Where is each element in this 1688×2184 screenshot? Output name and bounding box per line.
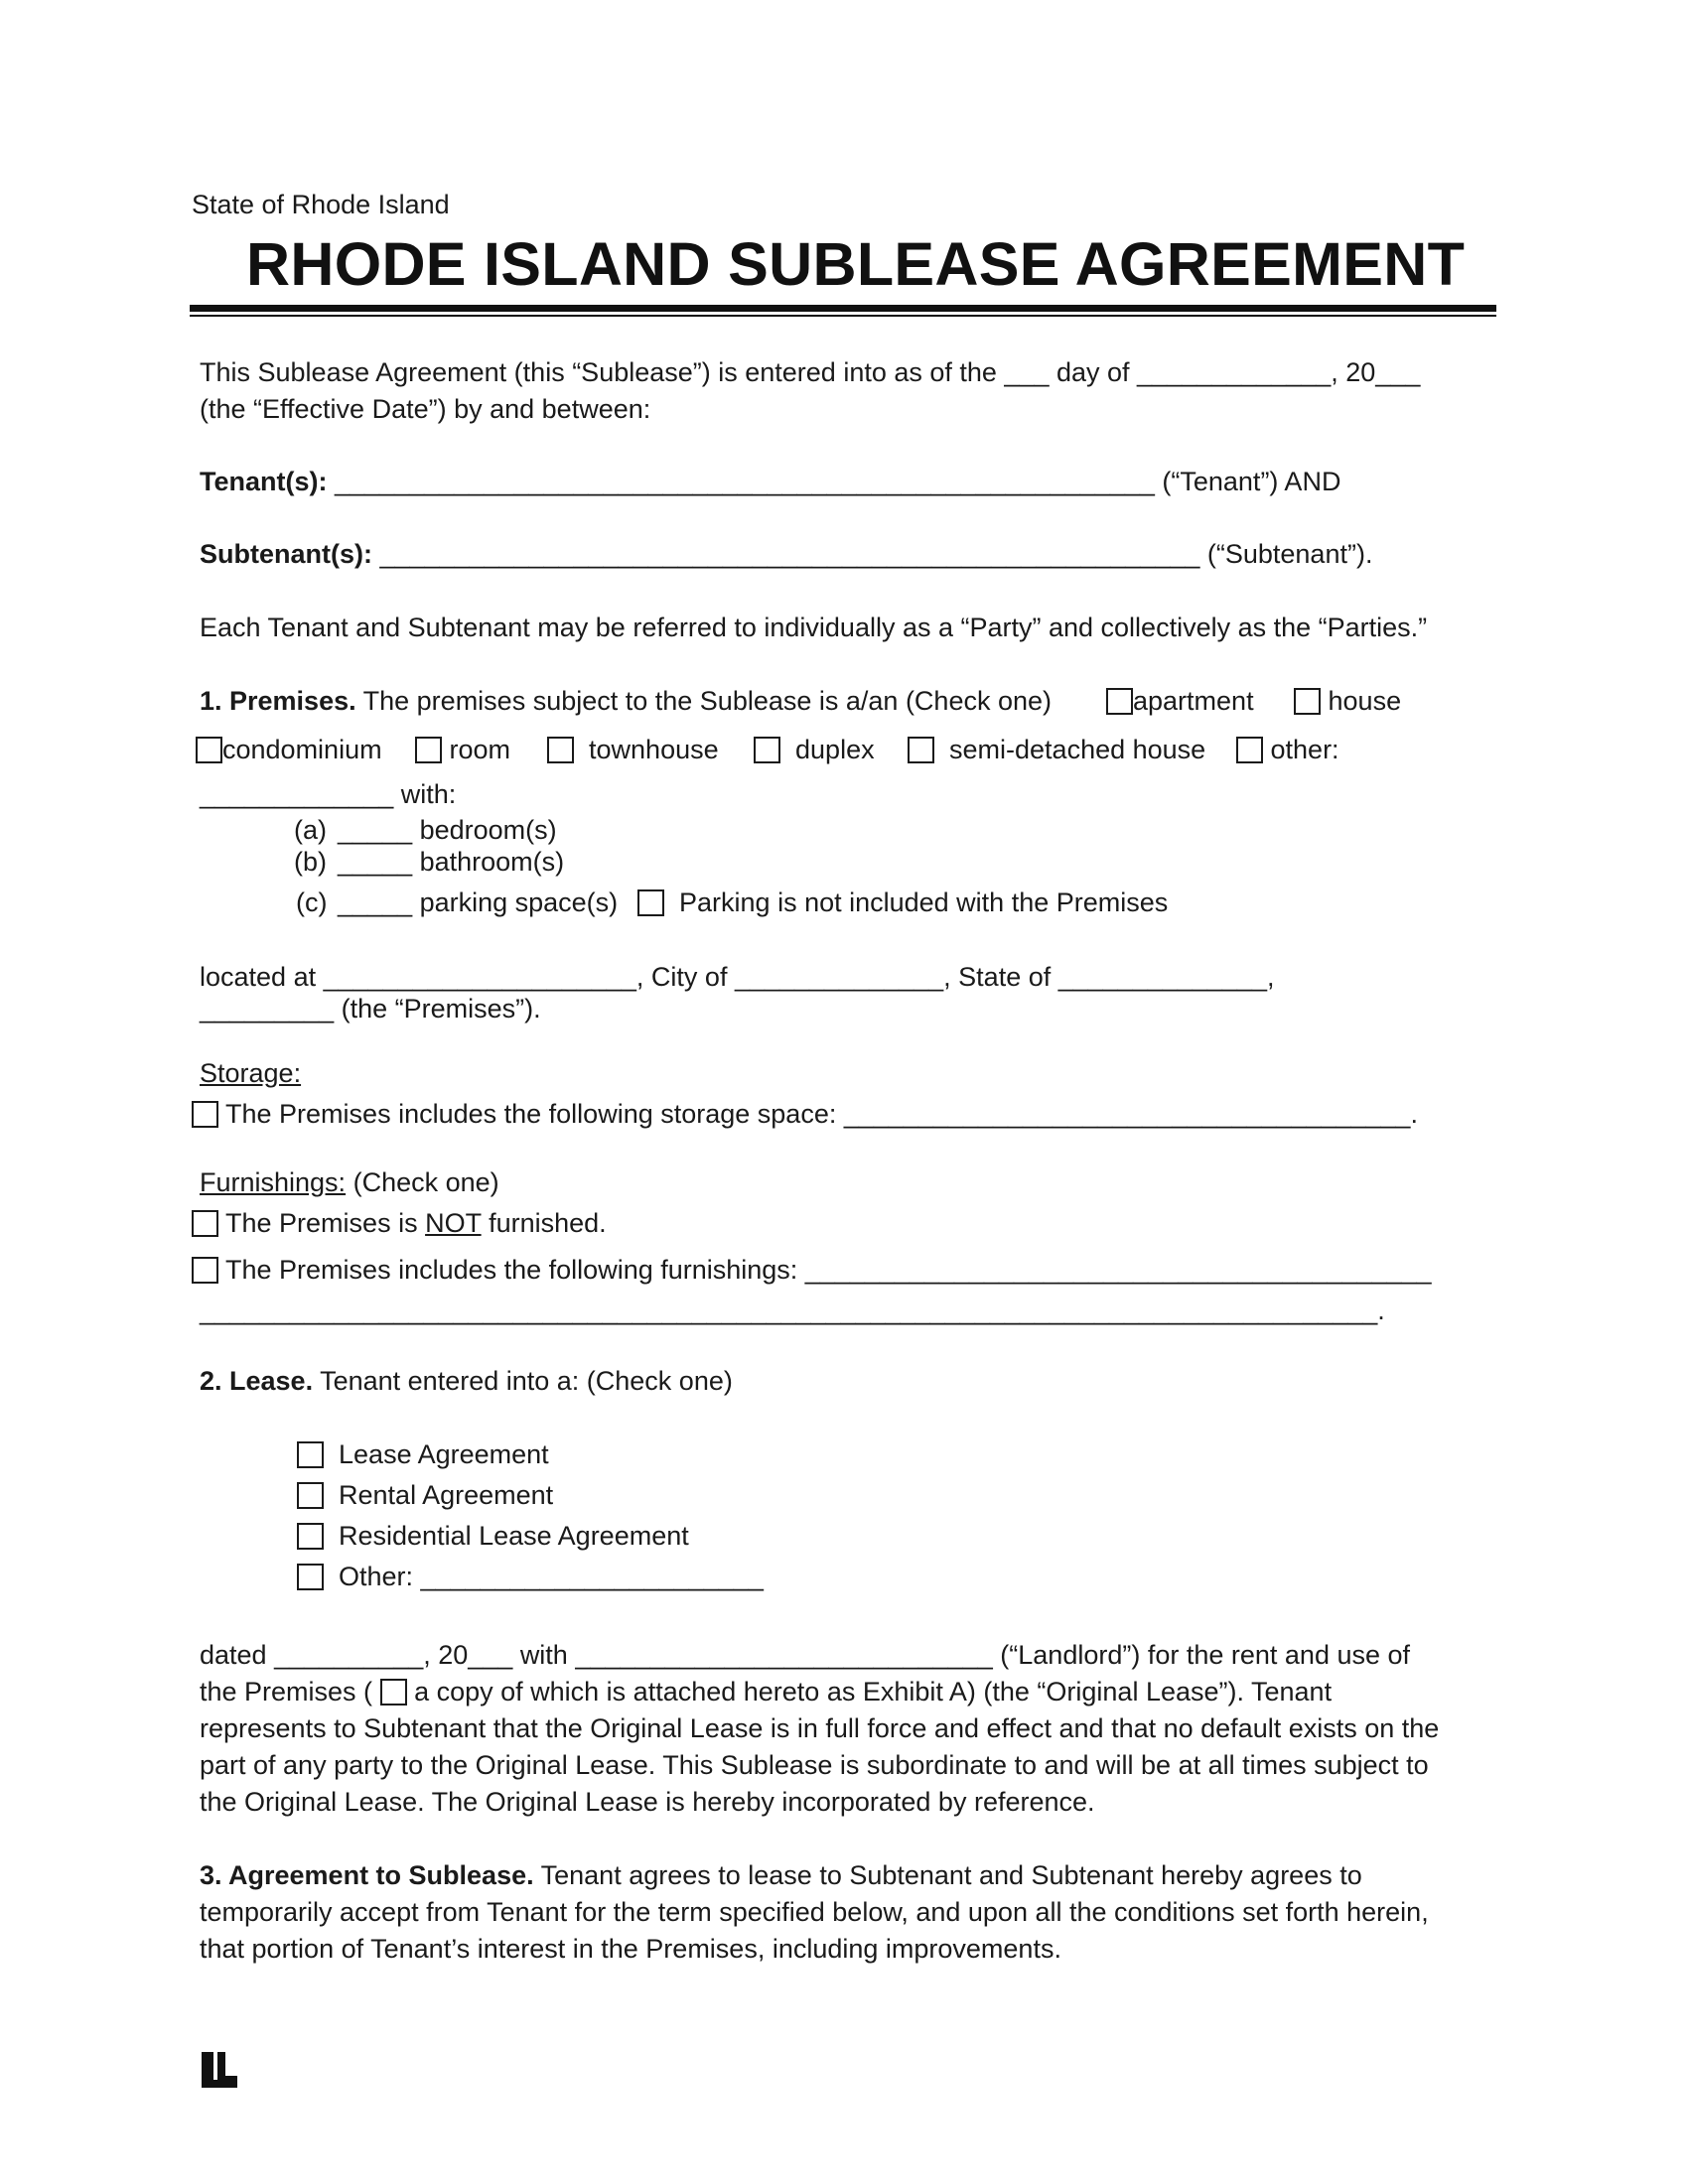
lease-option-lease-agreement[interactable] — [297, 1436, 549, 1473]
lease-premises-line: the Premises ( a copy of which is attached hereto as Exhibit A) (the “Original Lease”). Tenant — [200, 1677, 1333, 1706]
location-line-1[interactable]: located at _____________________, City of ______________, State of ______________, — [200, 962, 1275, 992]
lease-dated-line[interactable]: dated __________, 20___ with ____________________________ (“Landlord”) for the rent and use of — [200, 1640, 1411, 1670]
furnishings-option[interactable] — [192, 1252, 1431, 1289]
room-checkbox[interactable] — [415, 737, 442, 763]
apartment-checkbox[interactable] — [1106, 688, 1133, 715]
semi-detached-checkbox[interactable] — [908, 737, 934, 763]
townhouse-label: townhouse — [589, 735, 719, 764]
condominium-label: condominium — [222, 735, 382, 764]
rental-agreement-checkbox[interactable] — [297, 1482, 324, 1509]
lease-rep-line-2: part of any party to the Original Lease. This Sublease is subordinate to and will be at all times subject to — [200, 1750, 1429, 1780]
lease-other-label: Other: _______________________ — [339, 1562, 764, 1591]
document-title: RHODE ISLAND SUBLEASE AGREEMENT — [246, 230, 1466, 298]
lease-heading: 2. Lease. — [200, 1366, 314, 1396]
agreement-line-1: 3. Agreement to Sublease. Tenant agrees to lease to Subtenant and Subtenant hereby agrees to — [200, 1860, 1362, 1890]
lease-other-checkbox[interactable] — [297, 1564, 324, 1590]
no-parking-label: Parking is not included with the Premises — [679, 887, 1169, 917]
semi-detached-label: semi-detached house — [949, 735, 1206, 764]
option-duplex[interactable] — [754, 732, 875, 768]
option-apartment[interactable] — [1106, 683, 1254, 720]
lease-rep-line-1: represents to Subtenant that the Original Lease is in full force and effect and that no default exists on the — [200, 1713, 1440, 1743]
lease-option-other[interactable] — [297, 1559, 764, 1595]
other-checkbox[interactable] — [1236, 737, 1263, 763]
lease-option-residential[interactable] — [297, 1518, 689, 1555]
rental-agreement-label: Rental Agreement — [339, 1480, 554, 1510]
option-other[interactable] — [1236, 732, 1339, 768]
intro-line-2: (the “Effective Date”) by and between: — [200, 394, 651, 424]
storage-text: The Premises includes the following storage space: ______________________________________. — [225, 1099, 1418, 1129]
lease-agreement-checkbox[interactable] — [297, 1441, 324, 1468]
furnishings-continuation-line[interactable]: _______________________________________________________________________________. — [200, 1296, 1385, 1325]
apartment-label: apartment — [1133, 686, 1254, 716]
house-checkbox[interactable] — [1294, 688, 1321, 715]
furnishings-heading: Furnishings: (Check one) — [200, 1167, 499, 1197]
no-parking-option[interactable] — [637, 885, 1168, 921]
exhibit-a-checkbox[interactable] — [380, 1679, 407, 1706]
subtenant-label: Subtenant(s): — [200, 539, 372, 569]
not-furnished-checkbox[interactable] — [192, 1210, 218, 1237]
tenant-line — [200, 464, 1340, 500]
subtenant-line — [200, 536, 1372, 573]
option-townhouse[interactable] — [547, 732, 719, 768]
bedroom-field[interactable]: _____ bedroom(s) — [338, 815, 557, 845]
agreement-heading: 3. Agreement to Sublease. — [200, 1860, 534, 1890]
subtenant-blank[interactable]: _______________________________________________________ (“Subtenant”). — [371, 539, 1373, 569]
lease-option-rental-agreement[interactable] — [297, 1477, 553, 1514]
townhouse-checkbox[interactable] — [547, 737, 574, 763]
lease-agreement-label: Lease Agreement — [339, 1439, 549, 1469]
lease-rep-line-3: the Original Lease. The Original Lease is hereby incorporated by reference. — [200, 1787, 1095, 1817]
lease-intro: Tenant entered into a: (Check one) — [313, 1366, 733, 1396]
other-label: other: — [1270, 735, 1339, 764]
agreement-line-3: that portion of Tenant’s interest in the Premises, including improvements. — [200, 1934, 1061, 1964]
premises-line-1 — [200, 683, 1052, 720]
house-label: house — [1328, 686, 1402, 716]
parking-label: (c) — [296, 887, 328, 917]
residential-lease-checkbox[interactable] — [297, 1523, 324, 1550]
premises-heading: 1. Premises. — [200, 686, 356, 716]
lease-heading-line — [200, 1363, 733, 1400]
no-parking-checkbox[interactable] — [637, 889, 664, 916]
not-furnished-text: The Premises is NOT furnished. — [225, 1208, 607, 1238]
bathroom-field[interactable]: _____ bathroom(s) — [338, 847, 565, 877]
room-label: room — [449, 735, 511, 764]
storage-checkbox[interactable] — [192, 1101, 218, 1128]
bedroom-label: (a) — [294, 815, 327, 845]
not-furnished-option[interactable] — [192, 1205, 607, 1242]
option-house[interactable] — [1294, 683, 1401, 720]
duplex-checkbox[interactable] — [754, 737, 780, 763]
storage-heading: Storage: — [200, 1058, 302, 1088]
residential-lease-label: Residential Lease Agreement — [339, 1521, 689, 1551]
other-blank-with[interactable]: _____________ with: — [200, 779, 457, 809]
title-rule-thin — [190, 315, 1496, 317]
agreement-line-2: temporarily accept from Tenant for the term specified below, and upon all the conditions set forth herein, — [200, 1897, 1429, 1927]
title-rule-thick — [190, 305, 1496, 312]
option-room[interactable] — [415, 732, 510, 768]
brand-logo-icon — [200, 2050, 239, 2090]
parking-field[interactable]: _____ parking space(s) — [338, 887, 619, 917]
location-line-2[interactable]: _________ (the “Premises”). — [200, 994, 541, 1024]
condominium-checkbox[interactable] — [196, 737, 222, 763]
option-condominium[interactable] — [196, 732, 382, 768]
storage-option[interactable] — [192, 1096, 1418, 1133]
parties-definition: Each Tenant and Subtenant may be referred to individually as a “Party” and collectively as the “Parties.” — [200, 613, 1428, 642]
duplex-label: duplex — [795, 735, 875, 764]
furnishings-text: The Premises includes the following furnishings: __________________________________________ — [225, 1255, 1432, 1285]
tenant-label: Tenant(s): — [200, 467, 328, 496]
premises-intro: The premises subject to the Sublease is a/an (Check one) — [355, 686, 1053, 716]
option-semi-detached[interactable] — [908, 732, 1205, 768]
bathroom-label: (b) — [294, 847, 327, 877]
intro-line-1: This Sublease Agreement (this “Sublease”) is entered into as of the ___ day of _____________, 20___ — [200, 357, 1421, 387]
state-label: State of Rhode Island — [192, 190, 450, 219]
furnishings-checkbox[interactable] — [192, 1257, 218, 1284]
tenant-blank[interactable]: _______________________________________________________ (“Tenant”) AND — [327, 467, 1341, 496]
